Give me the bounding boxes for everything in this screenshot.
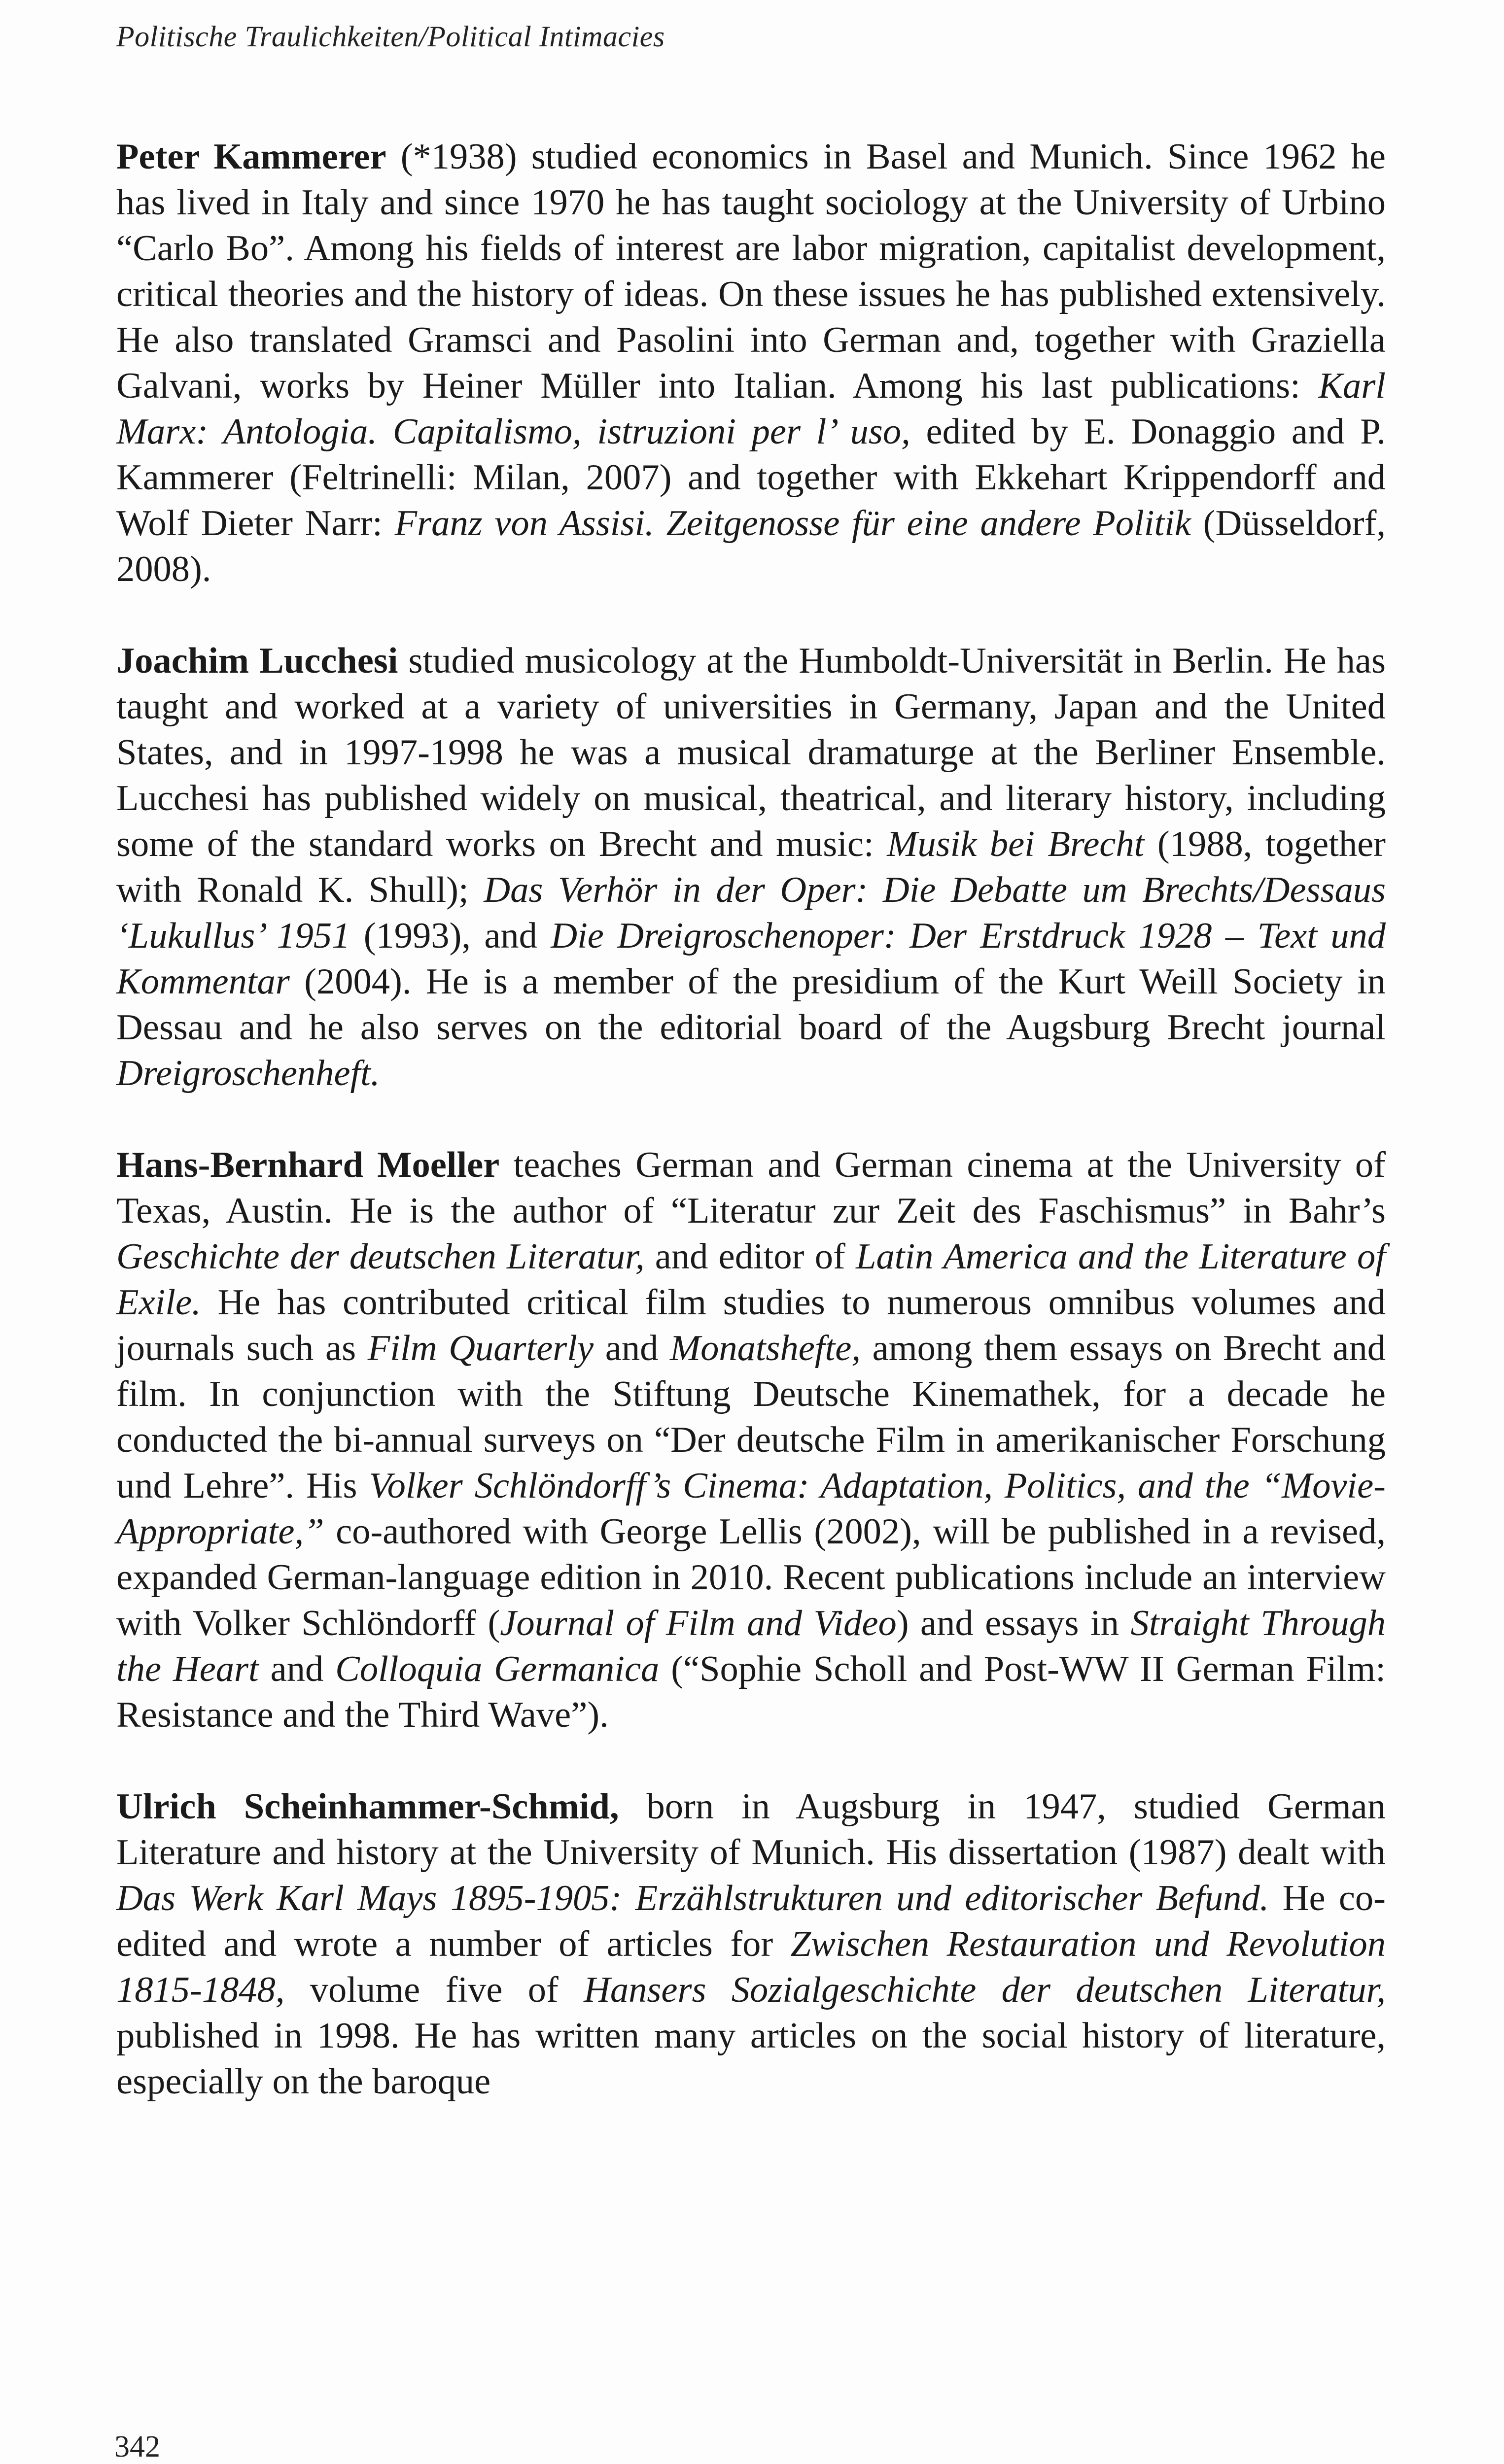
bio-title: Dreigroschenheft. — [116, 1053, 380, 1094]
bio-text: ) and essays in — [896, 1603, 1131, 1643]
bio-name: Peter Kammerer — [116, 137, 386, 177]
bio-text: published in 1998. He has written many articles on the social history of literature, especially on the baroque — [116, 2016, 1386, 2102]
bio-title: Monatshefte, — [670, 1328, 861, 1369]
bio-text: teaches German and German cinema at the University of Texas, Austin. He is the author of “Literatur zur Zeit des Faschismus” in Bahr’s — [116, 1145, 1386, 1231]
bio-title: Zwischen Restauration und Revolution 1815-1848, — [116, 1924, 1386, 2010]
bio-name: Joachim Lucchesi — [116, 641, 398, 681]
bio-text: and — [594, 1328, 670, 1369]
page-number: 342 — [114, 2430, 160, 2464]
bio-title: Latin America and the Literature of Exile. — [116, 1236, 1386, 1323]
bio-text: among them essays on Brecht and film. In conjunction with the Stiftung Deutsche Kinemathek, for a decade he conducted the bi-annual surveys on “Der deutsche Film in amerikanischer Forschung und Lehre”. His — [116, 1328, 1386, 1506]
bio-title: Das Werk Karl Mays 1895-1905: Erzählstrukturen und editorischer Befund. — [116, 1878, 1269, 1918]
running-header: Politische Traulichkeiten/Political Intimacies — [116, 20, 665, 53]
bio-text: He has contributed critical film studies to numerous omnibus volumes and journals such as — [116, 1282, 1386, 1369]
bio-text: (1988, together with Ronald K. Shull); — [116, 824, 1386, 910]
bio-text: born in Augsburg in 1947, studied German Literature and history at the University of Munich. His dissertation (1987) dealt with — [116, 1786, 1386, 1873]
bio-name: Ulrich Scheinhammer-Schmid, — [116, 1786, 619, 1827]
bio-title: Die Dreigroschenoper: Der Erstdruck 1928 – Text und Kommentar — [116, 916, 1386, 1002]
bio-text: and editor of — [644, 1236, 856, 1277]
bio-title: Musik bei Brecht — [887, 824, 1145, 864]
bio-text: (Düsseldorf, 2008). — [116, 503, 1386, 589]
bio-title: Hansers Sozialgeschichte der deutschen Literatur, — [584, 1970, 1386, 2010]
bio-text: and — [258, 1649, 336, 1689]
bio-title: Geschichte der deutschen Literatur, — [116, 1236, 645, 1277]
bio-name: Hans-Bernhard Moeller — [116, 1145, 500, 1185]
bio-text: (1993), and — [350, 916, 551, 956]
bio-text: volume five of — [284, 1970, 584, 2010]
bio-peter-kammerer — [116, 134, 1386, 592]
bio-title: Volker Schlöndorff’s Cinema: Adaptation, Politics, and the “Movie-Appropriate,” — [116, 1466, 1386, 1552]
bio-title: Franz von Assisi. Zeitgenosse für eine andere Politik — [394, 503, 1191, 544]
bio-text: edited by E. Donaggio and P. Kammerer (Feltrinelli: Milan, 2007) and together with Ekkehart Krippendorff and Wolf Dieter Narr: — [116, 411, 1386, 544]
bio-title: Journal of Film and Video — [500, 1603, 897, 1643]
bio-joachim-lucchesi — [116, 638, 1386, 1096]
bio-text: studied musicology at the Humboldt-Universität in Berlin. He has taught and worked at a variety of universities in Germany, Japan and the United States, and in 1997-1998 he was a musical dramaturge at the Berliner Ensemble. Lucchesi has published widely on musical, theatrical, and literary history, including some of the standard works on Brecht and music: — [116, 641, 1386, 864]
bio-text: (“Sophie Scholl and Post-WW II German Film: Resistance and the Third Wave”). — [116, 1649, 1386, 1735]
bio-title: Das Verhör in der Oper: Die Debatte um Brechts/Dessaus ‘Lukullus’ 1951 — [116, 870, 1386, 956]
bio-title: Straight Through the Heart — [116, 1603, 1386, 1689]
bio-text: He co-edited and wrote a number of articles for — [116, 1878, 1386, 1964]
bio-title: Karl Marx: Antologia. Capitalismo, istruzioni per l’ uso, — [116, 366, 1386, 452]
bio-ulrich-scheinhammer-schmid — [116, 1784, 1386, 2105]
bio-text: (2004). He is a member of the presidium of the Kurt Weill Society in Dessau and he also serves on the editorial board of the Augsburg Brecht journal — [116, 961, 1386, 1048]
bio-text: (*1938) studied economics in Basel and Munich. Since 1962 he has lived in Italy and since 1970 he has taught sociology at the University of Urbino “Carlo Bo”. Among his fields of interest are labor migration, capitalist development, critical theories and the history of ideas. On these issues he has published extensively. He also translated Gramsci and Pasolini into German and, together with Graziella Galvani, works by Heiner Müller into Italian. Among his last publications: — [116, 137, 1386, 406]
contributors-list — [116, 134, 1386, 2151]
bio-title: Film Quarterly — [367, 1328, 594, 1369]
bio-text: co-authored with George Lellis (2002), will be published in a revised, expanded German-language edition in 2010. Recent publications include an interview with Volker Schlöndorff ( — [116, 1511, 1386, 1643]
bio-title: Colloquia Germanica — [335, 1649, 660, 1689]
bio-hans-bernhard-moeller — [116, 1142, 1386, 1738]
